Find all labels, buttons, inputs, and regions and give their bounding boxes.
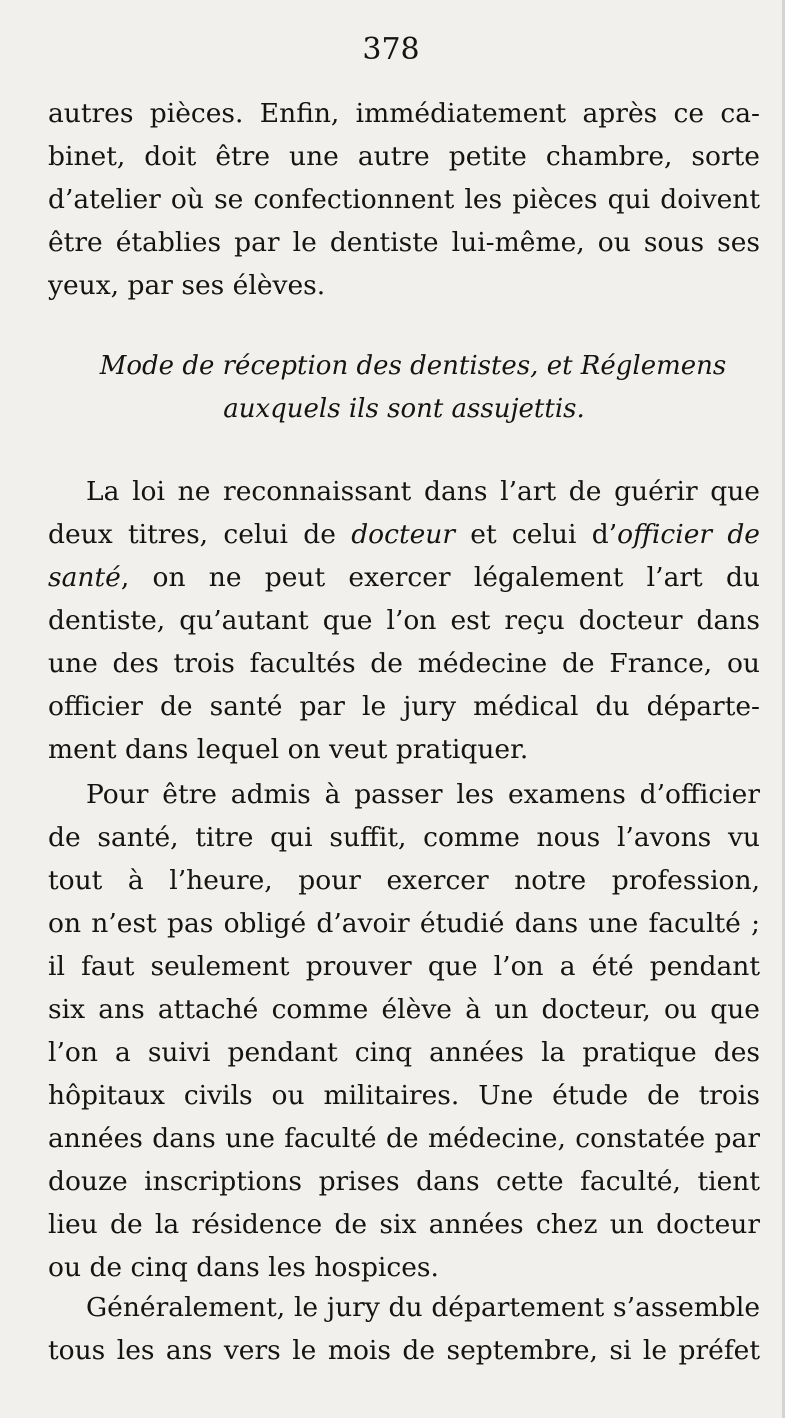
text-run: , on ne peut exercer légalement l’art du <box>120 562 760 593</box>
italic-term-sante: santé <box>48 562 121 593</box>
text-line: hôpitaux civils ou militaires. Une étude de trois <box>48 1080 760 1111</box>
section-heading <box>48 345 760 431</box>
text-line: autres pièces. Enfin, immédiatement après ce ca- <box>48 98 760 129</box>
text-line: binet, doit être une autre petite chambre, sorte <box>48 141 760 172</box>
paragraph-3 <box>48 1286 760 1372</box>
text-line: officier de santé par le jury médical du départe- <box>48 691 760 722</box>
italic-term-officier: officier de <box>617 519 760 550</box>
text-line: l’on a suivi pendant cinq années la pratique des <box>48 1037 760 1068</box>
text-line <box>48 513 760 556</box>
text-line: Pour être admis à passer les examens d’officier <box>86 779 760 810</box>
text-line: on n’est pas obligé d’avoir étudié dans une faculté ; <box>48 908 760 939</box>
text-line: années dans une faculté de médecine, constatée par <box>48 1123 760 1154</box>
italic-term-docteur: docteur <box>351 519 456 550</box>
text-run: et celui d’ <box>455 519 618 550</box>
text-line: être établies par le dentiste lui-même, ou sous ses <box>48 227 760 258</box>
text-line: dentiste, qu’autant que l’on est reçu docteur dans <box>48 605 760 636</box>
intro-paragraph <box>48 92 760 307</box>
text-line: ment dans lequel on veut pratiquer. <box>48 734 529 765</box>
paragraph-1 <box>48 470 760 771</box>
heading-line: Mode de réception des dentistes, et Réglemens <box>99 351 727 381</box>
text-line: La loi ne reconnaissant dans l’art de guérir que <box>86 476 760 507</box>
heading-line: auxquels ils sont assujettis. <box>223 394 585 424</box>
text-line: Généralement, le jury du département s’assemble <box>86 1292 760 1323</box>
text-line: douze inscriptions prises dans cette faculté, tient <box>48 1166 760 1197</box>
text-line: lieu de la résidence de six années chez un docteur <box>48 1209 760 1240</box>
text-line: tous les ans vers le mois de septembre, si le préfet <box>48 1335 760 1366</box>
text-line: il faut seulement prouver que l’on a été pendant <box>48 951 760 982</box>
text-run: deux titres, celui de <box>48 519 352 550</box>
text-line: d’atelier où se confectionnent les pièces qui doivent <box>48 184 760 215</box>
text-line: ou de cinq dans les hospices. <box>48 1252 439 1283</box>
text-line <box>48 556 760 599</box>
paragraph-2 <box>48 773 760 1289</box>
text-line: six ans attaché comme élève à un docteur, ou que <box>48 994 760 1025</box>
text-line: yeux, par ses élèves. <box>48 270 326 301</box>
page-number: 378 <box>362 32 420 67</box>
text-line: de santé, titre qui suffit, comme nous l’avons vu <box>48 822 760 853</box>
text-line: une des trois facultés de médecine de France, ou <box>48 648 760 679</box>
text-line: tout à l’heure, pour exercer notre profession, <box>48 865 760 896</box>
